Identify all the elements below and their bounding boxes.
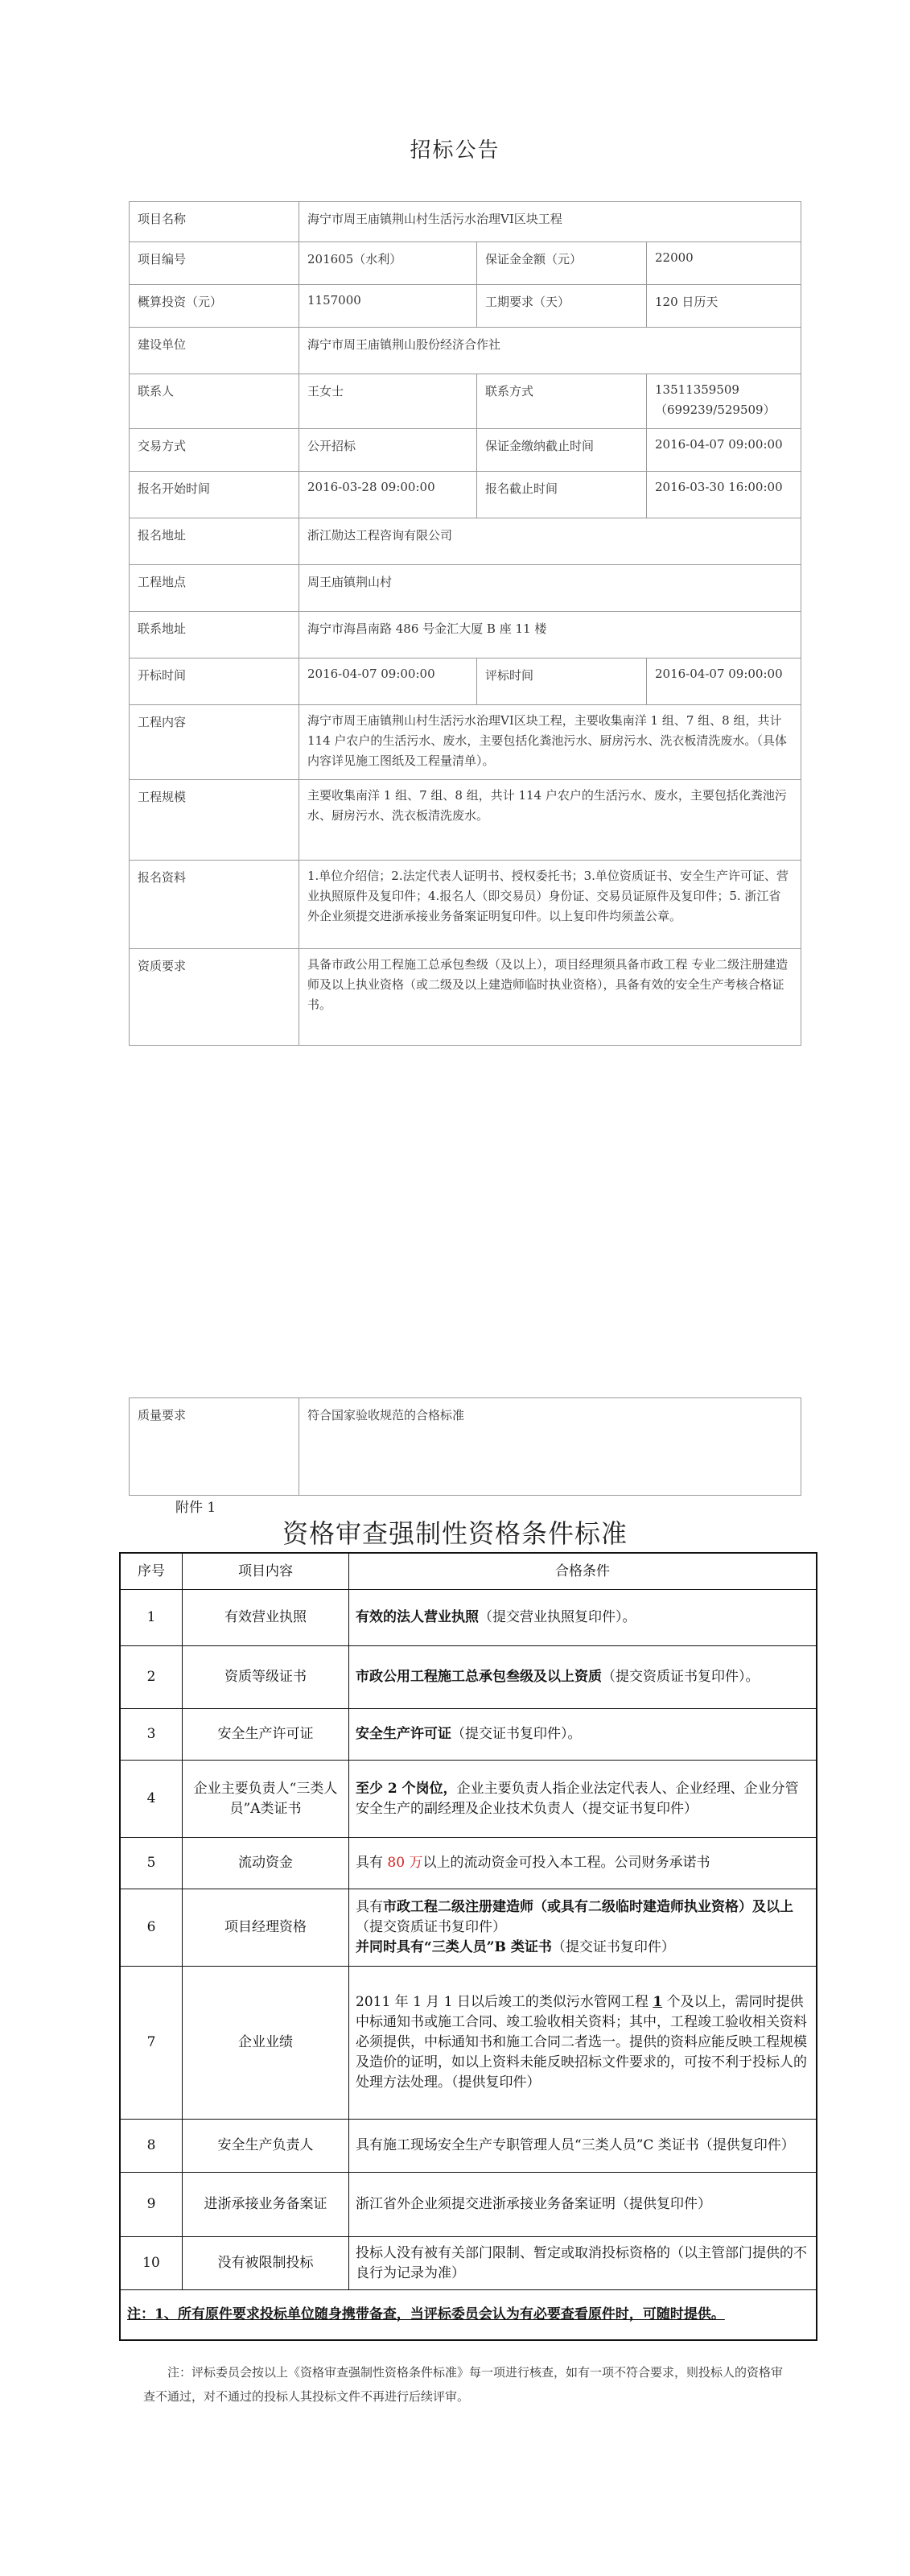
- phone-number: 13511359509: [655, 382, 739, 397]
- table-row: [130, 429, 801, 472]
- row-value: 周王庙镇荆山村: [299, 565, 801, 612]
- condition-bold: 有效的法人营业执照: [356, 1609, 479, 1625]
- row-item: 资质等级证书: [183, 1646, 349, 1709]
- row-item: 项目经理资格: [183, 1889, 349, 1967]
- row-label: 项目编号: [130, 242, 299, 285]
- table-row: [120, 1646, 817, 1709]
- row-label-2: 保证金缴纳截止时间: [477, 429, 647, 472]
- row-value: 1.单位介绍信；2.法定代表人证明书、授权委托书；3.单位资质证书、安全生产许可证、营业执照原件及复印件；4.报名人（即交易员）身份证、交易员证原件及复印件；5. 浙江省外企业须提交进浙承接业务备案证明复印件。以上复印件均须盖公章。: [299, 861, 801, 949]
- condition-count: 1: [653, 1994, 663, 2010]
- condition-text: 企业主要负责人指企业法定代表人、企业经理、企业分管安全生产的副经理及企业技术负责人（提交证书复印件）: [356, 1780, 799, 1817]
- row-condition: 具有施工现场安全生产专职管理人员“三类人员”C 类证书（提供复印件）: [349, 2120, 817, 2173]
- row-value-2: [647, 374, 801, 429]
- table-row: [120, 1967, 817, 2120]
- table-note: 注：1、所有原件要求投标单位随身携带备查，当评标委员会认为有必要查看原件时，可随时提供。: [120, 2290, 817, 2340]
- row-label: 工程内容: [130, 705, 299, 780]
- row-value: 2016-03-28 09:00:00: [299, 472, 477, 518]
- table-row: [120, 1838, 817, 1889]
- row-value-2: 120 日历天: [647, 285, 801, 328]
- row-item: 安全生产许可证: [183, 1709, 349, 1761]
- row-value: 海宁市海昌南路 486 号金汇大厦 B 座 11 楼: [299, 612, 801, 658]
- document-title: 招标公告: [410, 138, 500, 163]
- header-item: 项目内容: [183, 1553, 349, 1590]
- row-value: 海宁市周王庙镇荆山村生活污水治理VI区块工程: [299, 202, 801, 242]
- row-label-2: 联系方式: [477, 374, 647, 429]
- row-value: 公开招标: [299, 429, 477, 472]
- row-value: 王女士: [299, 374, 477, 429]
- row-condition: [349, 1709, 817, 1761]
- row-condition: [349, 1761, 817, 1838]
- qualification-table: [119, 1552, 817, 2341]
- condition-text: （提交资质证书复印件）: [356, 1919, 506, 1935]
- table-row: [120, 1761, 817, 1838]
- condition-bold: 至少 2 个岗位，: [356, 1780, 457, 1797]
- condition-text: 2011 年 1 月 1 日以后竣工的类似污水管网工程: [356, 1994, 653, 2010]
- table-row: [120, 2237, 817, 2290]
- row-label: 工程规模: [130, 780, 299, 861]
- condition-bold: 安全生产许可证: [356, 1726, 451, 1742]
- row-item: 有效营业执照: [183, 1590, 349, 1646]
- row-label: 报名开始时间: [130, 472, 299, 518]
- row-condition: [349, 1967, 817, 2120]
- table-row: [120, 1889, 817, 1967]
- row-label: 资质要求: [130, 949, 299, 1046]
- condition-text: （提交证书复印件）。: [451, 1726, 582, 1742]
- row-condition: [349, 1838, 817, 1889]
- header-no: 序号: [120, 1553, 183, 1590]
- table-row: [130, 1398, 801, 1496]
- row-number: 8: [120, 2120, 183, 2173]
- condition-amount: 80 万: [387, 1855, 423, 1871]
- row-item: 流动资金: [183, 1838, 349, 1889]
- row-value: 具备市政公用工程施工总承包叁级（及以上），项目经理须具备市政工程 专业二级注册建造师及以上执业资格（或二级及以上建造师临时执业资格），具备有效的安全生产考核合格证书。: [299, 949, 801, 1046]
- row-label: 报名资料: [130, 861, 299, 949]
- row-item: 企业主要负责人“三类人员”A类证书: [183, 1761, 349, 1838]
- phone-extensions: （699239/529509）: [655, 402, 776, 417]
- row-value-2: 2016-04-07 09:00:00: [647, 658, 801, 705]
- row-condition: 浙江省外企业须提交进浙承接业务备案证明（提供复印件）: [349, 2173, 817, 2237]
- row-number: 4: [120, 1761, 183, 1838]
- table-row: [130, 861, 801, 949]
- condition-text: 以上的流动资金可投入本工程。公司财务承诺书: [422, 1855, 710, 1871]
- row-value: 1157000: [299, 285, 477, 328]
- row-value-2: 2016-03-30 16:00:00: [647, 472, 801, 518]
- table-row: [120, 1709, 817, 1761]
- row-value: 2016-04-07 09:00:00: [299, 658, 477, 705]
- table-row: [130, 780, 801, 861]
- table-row: [130, 612, 801, 658]
- row-label-2: 保证金金额（元）: [477, 242, 647, 285]
- table-row: [130, 328, 801, 374]
- qualification-title: 资格审查强制性资格条件标准: [282, 1518, 628, 1549]
- footer-note: 注：评标委员会按以上《资格审查强制性资格条件标准》每一项进行核查，如有一项不符合要求，则投标人的资格审查不通过，对不通过的投标人其投标文件不再进行后续评审。: [143, 2365, 784, 2404]
- row-value: 符合国家验收规范的合格标准: [299, 1398, 801, 1496]
- table-row: [130, 658, 801, 705]
- row-label: 项目名称: [130, 202, 299, 242]
- row-label: 质量要求: [130, 1398, 299, 1496]
- row-item: 企业业绩: [183, 1967, 349, 2120]
- table-row: [120, 2173, 817, 2237]
- row-item: 没有被限制投标: [183, 2237, 349, 2290]
- table-row: [120, 1590, 817, 1646]
- row-value-2: 2016-04-07 09:00:00: [647, 429, 801, 472]
- row-number: 5: [120, 1838, 183, 1889]
- row-label: 概算投资（元）: [130, 285, 299, 328]
- row-condition: [349, 1646, 817, 1709]
- row-item: 安全生产负责人: [183, 2120, 349, 2173]
- row-value: 201605（水利）: [299, 242, 477, 285]
- row-label: 联系人: [130, 374, 299, 429]
- table-row: [130, 472, 801, 518]
- row-label-2: 评标时间: [477, 658, 647, 705]
- table-header-row: [120, 1553, 817, 1590]
- row-number: 7: [120, 1967, 183, 2120]
- row-value: 浙江勋达工程咨询有限公司: [299, 518, 801, 565]
- table-row: [130, 565, 801, 612]
- table-row: [130, 202, 801, 242]
- row-value-2: 22000: [647, 242, 801, 285]
- row-value: 主要收集南洋 1 组、7 组、8 组，共计 114 户农户的生活污水、废水，主要包括化粪池污水、厨房污水、洗衣板清洗废水。: [299, 780, 801, 861]
- row-label: 建设单位: [130, 328, 299, 374]
- condition-text: （提交证书复印件）: [551, 1939, 675, 1955]
- row-label: 工程地点: [130, 565, 299, 612]
- row-number: 2: [120, 1646, 183, 1709]
- table-row: [130, 285, 801, 328]
- table-row: [130, 949, 801, 1046]
- condition-text: 具有: [356, 1855, 388, 1871]
- table-row: [130, 242, 801, 285]
- table-row: [130, 705, 801, 780]
- table-row: [130, 518, 801, 565]
- attachment-label: 附件 1: [175, 1500, 216, 1516]
- row-label: 联系地址: [130, 612, 299, 658]
- quality-table: [129, 1397, 801, 1496]
- table-row: [120, 2120, 817, 2173]
- row-value: 海宁市周王庙镇荆山村生活污水治理VI区块工程，主要收集南洋 1 组、7 组、8 组，共计 114 户农户的生活污水、废水，主要包括化粪池污水、厨房污水、洗衣板清洗废水。（具体内容详见施工图纸及工程量清单）。: [299, 705, 801, 780]
- row-number: 9: [120, 2173, 183, 2237]
- condition-bold: 并同时具有“三类人员”B 类证书: [356, 1939, 552, 1955]
- condition-bold: 市政工程二级注册建造师（或具有二级临时建造师执业资格）及以上: [383, 1899, 793, 1915]
- condition-text: （提交营业执照复印件）。: [479, 1609, 636, 1625]
- condition-text: 具有: [356, 1899, 383, 1915]
- condition-text: 个及以上，需同时提供中标通知书或施工合同、竣工验收相关资料；其中，工程竣工验收相关资料必须提供，中标通知书和施工合同二者选一。提供的资料应能反映工程规模及造价的证明，如以上资料未能反映招标文件要求的，可按不利于投标人的处理方法处理。（提供复印件）: [356, 1994, 807, 2091]
- tender-info-table: [129, 201, 801, 1046]
- row-label: 报名地址: [130, 518, 299, 565]
- condition-bold: 市政公用工程施工总承包叁级及以上资质: [356, 1669, 602, 1685]
- row-number: 1: [120, 1590, 183, 1646]
- row-number: 3: [120, 1709, 183, 1761]
- row-condition: [349, 1889, 817, 1967]
- table-row: [130, 374, 801, 429]
- condition-text: （提交资质证书复印件）。: [602, 1669, 760, 1685]
- row-item: 进浙承接业务备案证: [183, 2173, 349, 2237]
- row-label: 交易方式: [130, 429, 299, 472]
- row-label-2: 工期要求（天）: [477, 285, 647, 328]
- row-label: 开标时间: [130, 658, 299, 705]
- row-condition: [349, 1590, 817, 1646]
- row-number: 6: [120, 1889, 183, 1967]
- header-cond: 合格条件: [349, 1553, 817, 1590]
- row-number: 10: [120, 2237, 183, 2290]
- row-condition: 投标人没有被有关部门限制、暂定或取消投标资格的（以主管部门提供的不良行为记录为准）: [349, 2237, 817, 2290]
- row-value: 海宁市周王庙镇荆山股份经济合作社: [299, 328, 801, 374]
- row-label-2: 报名截止时间: [477, 472, 647, 518]
- table-row: [120, 2290, 817, 2340]
